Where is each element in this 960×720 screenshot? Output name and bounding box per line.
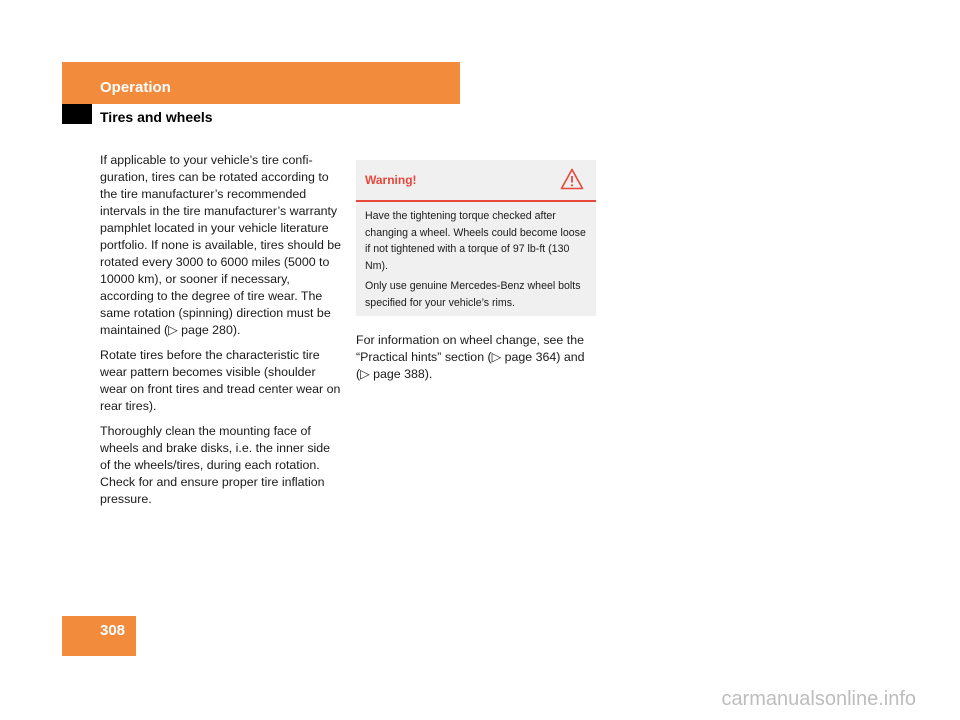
warning-label: Warning!	[365, 173, 417, 187]
warning-box	[356, 160, 596, 316]
watermark: carmanualsonline.info	[721, 688, 916, 710]
paragraph-tire-rotation: If applicable to your vehicle’s tire confi-guration, tires can be rotated according to the tire manufacturer’s recommended intervals in the tire manufacturer’s warranty pamphlet located in your vehicle literature portfolio. If none is available, tires should be rotated every 3000 to 6000 miles (5000 to 10000 km), or sooner if necessary, according to the degree of tire wear. The same rotation (spinning) direction must be maintained (▷ page 280).	[100, 153, 342, 337]
warning-text-bolts: Only use genuine Mercedes-Benz wheel bolts specified for your vehicle’s rims.	[365, 280, 581, 309]
paragraph-rotate-before-wear: Rotate tires before the characteristic tire wear pattern becomes visible (shoulder wear on front tires and tread center wear on rear tires).	[100, 348, 341, 413]
warning-text-torque: Have the tightening torque checked after changing a wheel. Wheels could become loose if not tightened with a torque of 97 lb-ft (130 Nm).	[365, 210, 586, 272]
section-title: Operation	[100, 79, 171, 96]
warning-body	[356, 202, 596, 311]
paragraph-clean-mounting-face: Thoroughly clean the mounting face of wheels and brake disks, i.e. the inner side of the wheels/tires, during each rotation. Check for and ensure proper tire inflation pressure.	[100, 424, 331, 506]
page-number: 308	[100, 622, 126, 639]
warning-triangle-icon	[560, 168, 584, 190]
left-column	[100, 152, 342, 516]
right-column	[356, 332, 600, 383]
warning-header	[356, 160, 596, 202]
subsection-marker	[62, 104, 92, 124]
subsection-title: Tires and wheels	[100, 109, 213, 125]
paragraph-wheel-change: For information on wheel change, see the “Practical hints” section (▷ page 364) and (▷ page 388).	[356, 333, 585, 381]
